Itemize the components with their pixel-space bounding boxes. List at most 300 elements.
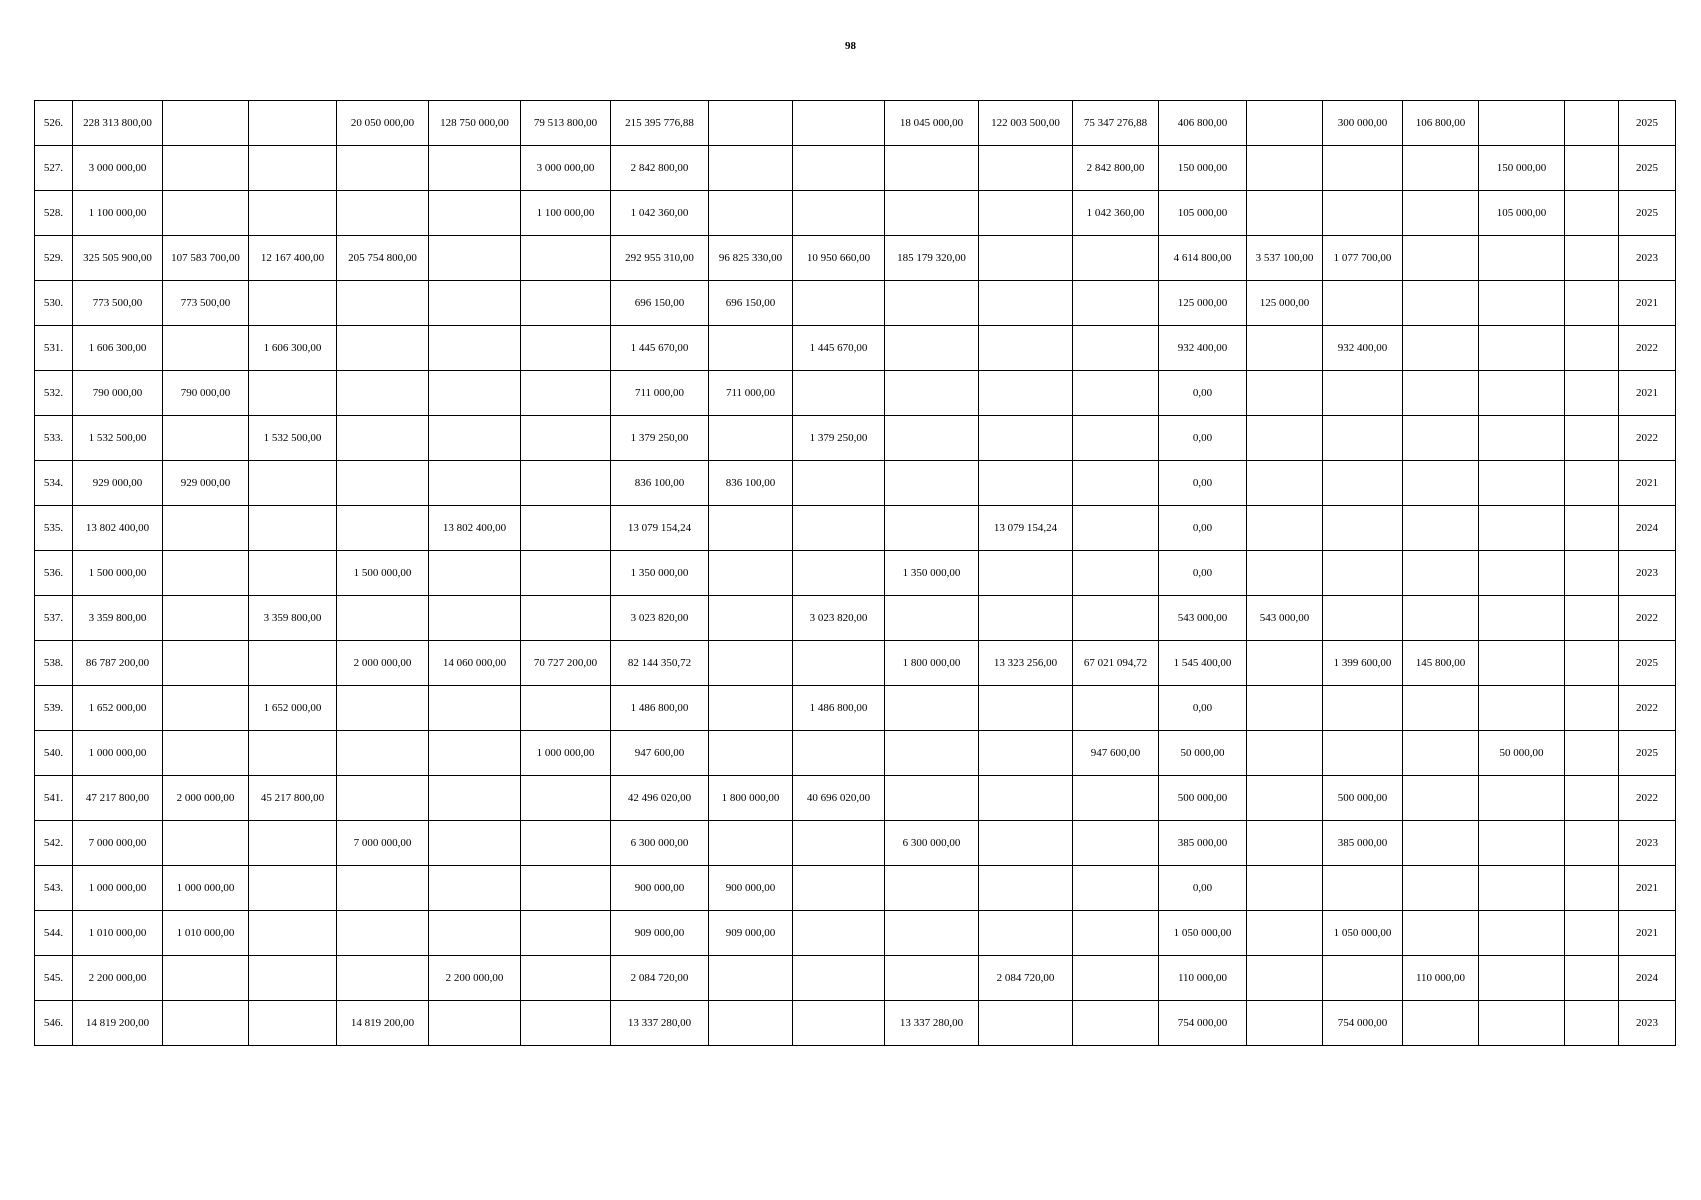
table-cell: 106 800,00	[1403, 101, 1479, 146]
table-cell	[429, 326, 521, 371]
table-cell: 2 842 800,00	[1073, 146, 1159, 191]
row-number-cell: 526.	[35, 101, 73, 146]
table-cell: 42 496 020,00	[611, 776, 709, 821]
table-cell	[1403, 731, 1479, 776]
table-cell: 70 727 200,00	[521, 641, 611, 686]
table-cell	[337, 911, 429, 956]
table-cell	[1323, 461, 1403, 506]
table-cell	[885, 461, 979, 506]
table-cell: 1 050 000,00	[1159, 911, 1247, 956]
table-cell	[1247, 911, 1323, 956]
row-number-cell: 529.	[35, 236, 73, 281]
table-cell: 3 000 000,00	[521, 146, 611, 191]
table-cell: 773 500,00	[163, 281, 249, 326]
table-cell: 18 045 000,00	[885, 101, 979, 146]
table-cell: 1 486 800,00	[793, 686, 885, 731]
table-cell	[885, 416, 979, 461]
table-cell	[1565, 686, 1619, 731]
table-cell	[1323, 281, 1403, 326]
table-cell	[1565, 911, 1619, 956]
table-row	[35, 191, 1676, 236]
table-cell	[1565, 101, 1619, 146]
table-cell: 1 000 000,00	[73, 731, 163, 776]
table-cell: 0,00	[1159, 866, 1247, 911]
table-cell: 3 537 100,00	[1247, 236, 1323, 281]
table-cell: 47 217 800,00	[73, 776, 163, 821]
year-cell: 2025	[1619, 146, 1676, 191]
table-cell	[1247, 956, 1323, 1001]
year-cell: 2021	[1619, 461, 1676, 506]
table-body	[35, 101, 1676, 1046]
table-cell: 1 000 000,00	[521, 731, 611, 776]
table-cell	[1565, 146, 1619, 191]
table-cell	[709, 506, 793, 551]
table-cell	[979, 821, 1073, 866]
table-cell	[885, 686, 979, 731]
table-cell: 773 500,00	[73, 281, 163, 326]
table-cell	[1565, 236, 1619, 281]
table-cell	[1403, 686, 1479, 731]
table-cell: 105 000,00	[1159, 191, 1247, 236]
table-cell	[429, 551, 521, 596]
row-number-cell: 528.	[35, 191, 73, 236]
table-cell	[429, 686, 521, 731]
row-number-cell: 544.	[35, 911, 73, 956]
table-cell	[163, 686, 249, 731]
year-cell: 2025	[1619, 641, 1676, 686]
table-cell	[1247, 506, 1323, 551]
table-cell	[1247, 326, 1323, 371]
year-cell: 2021	[1619, 371, 1676, 416]
year-cell: 2023	[1619, 551, 1676, 596]
table-cell	[1323, 866, 1403, 911]
table-cell	[885, 731, 979, 776]
table-cell: 909 000,00	[611, 911, 709, 956]
table-cell	[1073, 866, 1159, 911]
table-cell	[249, 371, 337, 416]
table-cell: 150 000,00	[1159, 146, 1247, 191]
year-cell: 2025	[1619, 101, 1676, 146]
row-number-cell: 533.	[35, 416, 73, 461]
table-cell: 13 323 256,00	[979, 641, 1073, 686]
table-cell	[163, 416, 249, 461]
table-cell	[249, 506, 337, 551]
table-cell	[163, 551, 249, 596]
table-cell	[1479, 1001, 1565, 1046]
table-cell	[1565, 776, 1619, 821]
table-cell: 406 800,00	[1159, 101, 1247, 146]
table-cell	[1403, 371, 1479, 416]
table-cell	[1323, 956, 1403, 1001]
table-cell: 325 505 900,00	[73, 236, 163, 281]
year-cell: 2024	[1619, 956, 1676, 1001]
table-cell	[337, 371, 429, 416]
table-cell	[1247, 866, 1323, 911]
table-cell	[885, 371, 979, 416]
table-cell: 543 000,00	[1159, 596, 1247, 641]
table-cell: 67 021 094,72	[1073, 641, 1159, 686]
table-cell	[793, 281, 885, 326]
table-cell	[163, 596, 249, 641]
table-cell: 790 000,00	[163, 371, 249, 416]
table-cell	[249, 866, 337, 911]
table-cell	[885, 506, 979, 551]
table-cell	[1073, 596, 1159, 641]
table-cell	[793, 506, 885, 551]
table-cell	[1403, 551, 1479, 596]
table-cell	[337, 191, 429, 236]
table-cell: 754 000,00	[1323, 1001, 1403, 1046]
table-cell	[521, 551, 611, 596]
table-cell	[1565, 416, 1619, 461]
table-cell	[1323, 596, 1403, 641]
table-cell	[1565, 596, 1619, 641]
table-cell	[1403, 236, 1479, 281]
table-cell	[249, 461, 337, 506]
table-cell	[337, 281, 429, 326]
year-cell: 2021	[1619, 866, 1676, 911]
table-cell	[1323, 731, 1403, 776]
table-cell	[521, 596, 611, 641]
table-cell	[1565, 326, 1619, 371]
table-cell: 122 003 500,00	[979, 101, 1073, 146]
table-cell	[1323, 686, 1403, 731]
table-cell	[979, 551, 1073, 596]
table-cell	[1323, 146, 1403, 191]
table-cell	[337, 776, 429, 821]
table-cell	[885, 866, 979, 911]
table-cell: 45 217 800,00	[249, 776, 337, 821]
table-cell	[163, 146, 249, 191]
table-cell: 1 486 800,00	[611, 686, 709, 731]
table-cell	[793, 191, 885, 236]
table-cell: 696 150,00	[709, 281, 793, 326]
table-cell	[709, 191, 793, 236]
table-cell	[1247, 821, 1323, 866]
table-cell	[885, 911, 979, 956]
table-cell	[1403, 1001, 1479, 1046]
table-cell: 909 000,00	[709, 911, 793, 956]
table-cell: 0,00	[1159, 371, 1247, 416]
table-cell: 10 950 660,00	[793, 236, 885, 281]
table-cell: 228 313 800,00	[73, 101, 163, 146]
table-cell	[1247, 551, 1323, 596]
table-cell: 1 000 000,00	[73, 866, 163, 911]
table-cell	[429, 1001, 521, 1046]
table-cell	[793, 146, 885, 191]
table-cell	[429, 416, 521, 461]
table-cell	[163, 506, 249, 551]
year-cell: 2025	[1619, 731, 1676, 776]
table-cell	[1073, 326, 1159, 371]
table-cell	[1479, 506, 1565, 551]
table-cell	[793, 101, 885, 146]
table-cell: 500 000,00	[1323, 776, 1403, 821]
table-cell	[1565, 641, 1619, 686]
table-cell	[793, 731, 885, 776]
year-cell: 2024	[1619, 506, 1676, 551]
row-number-cell: 543.	[35, 866, 73, 911]
table-cell	[1073, 461, 1159, 506]
table-cell	[429, 911, 521, 956]
table-cell	[1565, 956, 1619, 1001]
table-cell	[1073, 371, 1159, 416]
table-cell	[979, 371, 1073, 416]
table-row	[35, 146, 1676, 191]
table-cell	[979, 776, 1073, 821]
table-cell: 1 379 250,00	[611, 416, 709, 461]
row-number-cell: 530.	[35, 281, 73, 326]
table-cell: 96 825 330,00	[709, 236, 793, 281]
table-cell: 1 500 000,00	[337, 551, 429, 596]
table-cell: 947 600,00	[1073, 731, 1159, 776]
table-cell	[1073, 686, 1159, 731]
table-row	[35, 506, 1676, 551]
table-cell	[885, 191, 979, 236]
table-cell	[1247, 1001, 1323, 1046]
table-cell	[163, 956, 249, 1001]
table-cell: 790 000,00	[73, 371, 163, 416]
table-cell	[163, 731, 249, 776]
table-cell	[163, 101, 249, 146]
table-cell: 125 000,00	[1159, 281, 1247, 326]
data-table-container	[34, 100, 1675, 1046]
table-cell	[979, 911, 1073, 956]
table-cell: 1 350 000,00	[611, 551, 709, 596]
table-cell: 1 606 300,00	[73, 326, 163, 371]
table-cell: 110 000,00	[1159, 956, 1247, 1001]
table-row	[35, 416, 1676, 461]
table-cell: 1 077 700,00	[1323, 236, 1403, 281]
table-cell: 105 000,00	[1479, 191, 1565, 236]
table-cell: 50 000,00	[1479, 731, 1565, 776]
table-cell	[1479, 326, 1565, 371]
table-cell	[1403, 821, 1479, 866]
table-cell: 1 042 360,00	[611, 191, 709, 236]
table-cell	[1403, 506, 1479, 551]
table-cell	[249, 281, 337, 326]
table-cell: 1 100 000,00	[73, 191, 163, 236]
table-cell	[979, 731, 1073, 776]
table-cell: 128 750 000,00	[429, 101, 521, 146]
table-row	[35, 956, 1676, 1001]
table-cell: 1 532 500,00	[73, 416, 163, 461]
table-cell	[1247, 641, 1323, 686]
table-cell	[709, 326, 793, 371]
table-cell	[709, 641, 793, 686]
table-cell	[1247, 191, 1323, 236]
table-cell	[521, 371, 611, 416]
table-cell	[1479, 956, 1565, 1001]
year-cell: 2025	[1619, 191, 1676, 236]
table-cell: 79 513 800,00	[521, 101, 611, 146]
table-cell	[793, 956, 885, 1001]
table-cell	[1247, 731, 1323, 776]
table-cell: 215 395 776,88	[611, 101, 709, 146]
year-cell: 2022	[1619, 416, 1676, 461]
table-cell: 1 379 250,00	[793, 416, 885, 461]
table-cell: 12 167 400,00	[249, 236, 337, 281]
table-cell	[521, 821, 611, 866]
table-cell	[1403, 461, 1479, 506]
table-row	[35, 776, 1676, 821]
table-cell	[163, 326, 249, 371]
table-cell	[1403, 776, 1479, 821]
table-cell	[1565, 506, 1619, 551]
table-cell	[337, 146, 429, 191]
table-cell	[885, 326, 979, 371]
table-cell: 900 000,00	[611, 866, 709, 911]
table-cell	[979, 326, 1073, 371]
table-row	[35, 821, 1676, 866]
table-cell	[429, 191, 521, 236]
table-cell	[429, 146, 521, 191]
table-cell: 543 000,00	[1247, 596, 1323, 641]
table-cell	[709, 416, 793, 461]
table-cell: 1 100 000,00	[521, 191, 611, 236]
table-cell	[1073, 506, 1159, 551]
table-cell: 6 300 000,00	[885, 821, 979, 866]
table-cell	[163, 191, 249, 236]
table-cell	[1323, 191, 1403, 236]
table-cell: 125 000,00	[1247, 281, 1323, 326]
table-cell: 13 337 280,00	[885, 1001, 979, 1046]
table-cell	[337, 731, 429, 776]
table-row	[35, 686, 1676, 731]
table-cell	[429, 461, 521, 506]
table-cell	[1323, 371, 1403, 416]
table-cell: 1 042 360,00	[1073, 191, 1159, 236]
row-number-cell: 537.	[35, 596, 73, 641]
table-cell	[1323, 416, 1403, 461]
row-number-cell: 535.	[35, 506, 73, 551]
table-cell	[1479, 776, 1565, 821]
table-cell: 1 000 000,00	[163, 866, 249, 911]
table-cell	[709, 821, 793, 866]
table-cell	[521, 416, 611, 461]
table-cell: 1 050 000,00	[1323, 911, 1403, 956]
table-cell: 900 000,00	[709, 866, 793, 911]
table-cell	[163, 1001, 249, 1046]
table-cell: 50 000,00	[1159, 731, 1247, 776]
year-cell: 2022	[1619, 596, 1676, 641]
table-cell	[521, 1001, 611, 1046]
table-cell	[249, 101, 337, 146]
table-cell	[793, 911, 885, 956]
table-cell	[521, 686, 611, 731]
table-cell: 20 050 000,00	[337, 101, 429, 146]
table-cell	[979, 866, 1073, 911]
table-cell	[709, 1001, 793, 1046]
table-cell: 40 696 020,00	[793, 776, 885, 821]
table-cell	[521, 866, 611, 911]
year-cell: 2021	[1619, 911, 1676, 956]
table-cell	[1247, 146, 1323, 191]
table-cell: 13 079 154,24	[979, 506, 1073, 551]
table-cell	[1247, 101, 1323, 146]
table-cell	[337, 686, 429, 731]
table-cell	[979, 416, 1073, 461]
table-cell: 75 347 276,88	[1073, 101, 1159, 146]
year-cell: 2021	[1619, 281, 1676, 326]
table-cell	[521, 326, 611, 371]
row-number-cell: 531.	[35, 326, 73, 371]
table-cell	[979, 146, 1073, 191]
table-cell	[1403, 281, 1479, 326]
table-cell	[1565, 551, 1619, 596]
table-cell: 13 802 400,00	[73, 506, 163, 551]
table-row	[35, 101, 1676, 146]
table-cell: 13 079 154,24	[611, 506, 709, 551]
table-cell: 2 200 000,00	[429, 956, 521, 1001]
table-cell	[885, 956, 979, 1001]
table-cell: 185 179 320,00	[885, 236, 979, 281]
table-cell: 205 754 800,00	[337, 236, 429, 281]
table-row	[35, 866, 1676, 911]
table-cell: 1 399 600,00	[1323, 641, 1403, 686]
table-cell	[1565, 731, 1619, 776]
row-number-cell: 532.	[35, 371, 73, 416]
table-cell	[249, 956, 337, 1001]
table-cell: 82 144 350,72	[611, 641, 709, 686]
table-cell	[1479, 101, 1565, 146]
table-cell: 836 100,00	[709, 461, 793, 506]
table-cell	[429, 866, 521, 911]
table-cell: 2 000 000,00	[163, 776, 249, 821]
table-cell: 1 532 500,00	[249, 416, 337, 461]
table-cell	[337, 326, 429, 371]
table-cell: 696 150,00	[611, 281, 709, 326]
table-cell: 1 445 670,00	[793, 326, 885, 371]
table-cell	[1247, 461, 1323, 506]
table-cell	[709, 146, 793, 191]
table-cell: 0,00	[1159, 416, 1247, 461]
table-cell	[709, 956, 793, 1001]
table-cell: 3 000 000,00	[73, 146, 163, 191]
table-cell	[429, 281, 521, 326]
table-cell	[793, 821, 885, 866]
table-row	[35, 911, 1676, 956]
table-cell	[1565, 371, 1619, 416]
table-cell	[1403, 596, 1479, 641]
table-cell: 2 200 000,00	[73, 956, 163, 1001]
table-cell: 0,00	[1159, 461, 1247, 506]
table-cell	[337, 506, 429, 551]
row-number-cell: 545.	[35, 956, 73, 1001]
table-cell: 3 359 800,00	[249, 596, 337, 641]
table-cell: 0,00	[1159, 506, 1247, 551]
table-cell	[979, 236, 1073, 281]
table-cell	[521, 461, 611, 506]
table-cell: 754 000,00	[1159, 1001, 1247, 1046]
year-cell: 2023	[1619, 236, 1676, 281]
table-cell: 2 842 800,00	[611, 146, 709, 191]
table-cell	[979, 281, 1073, 326]
table-cell	[979, 686, 1073, 731]
table-cell: 1 800 000,00	[709, 776, 793, 821]
table-cell: 932 400,00	[1323, 326, 1403, 371]
table-row	[35, 236, 1676, 281]
table-cell: 1 010 000,00	[163, 911, 249, 956]
table-cell: 13 337 280,00	[611, 1001, 709, 1046]
table-cell: 0,00	[1159, 686, 1247, 731]
table-cell	[1565, 866, 1619, 911]
table-cell	[337, 596, 429, 641]
table-row	[35, 551, 1676, 596]
row-number-cell: 536.	[35, 551, 73, 596]
table-row	[35, 371, 1676, 416]
table-cell	[1073, 1001, 1159, 1046]
